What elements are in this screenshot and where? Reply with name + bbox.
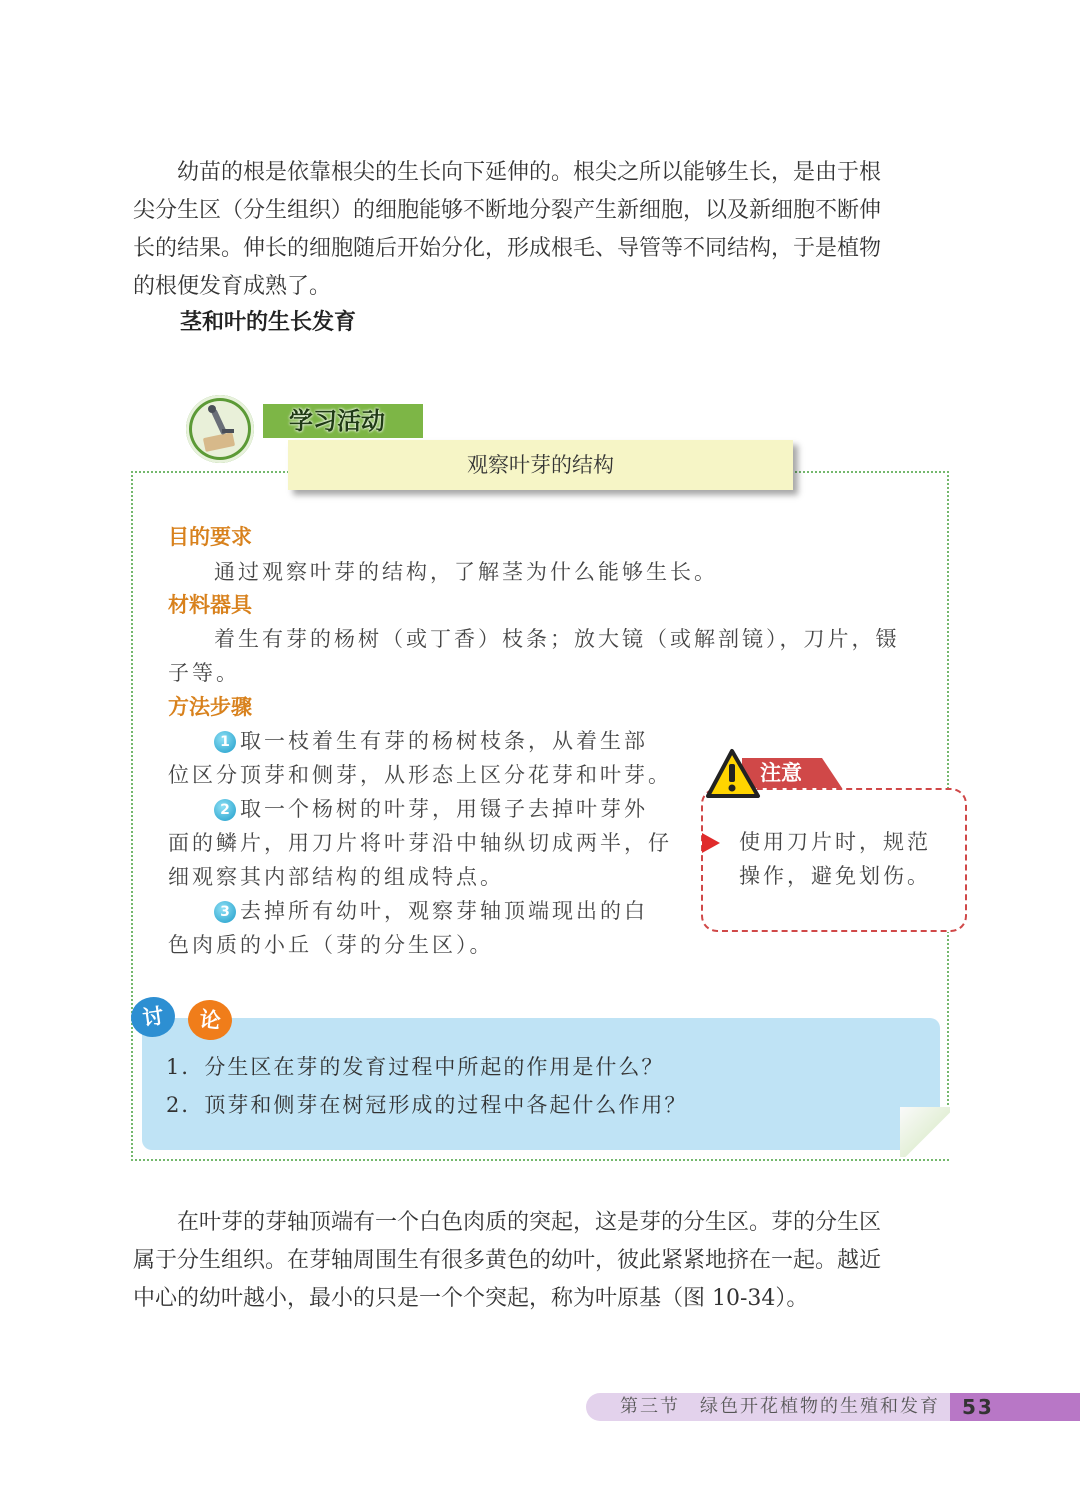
page-fold-corner [900,1107,950,1157]
step-number-badge: 3 [214,901,236,923]
activity-title: 观察叶芽的结构 [288,440,793,490]
step-line: 3 去掉所有幼叶，观察芽轴顶端现出的白 [168,894,672,928]
text-line: 使用刀片时，规范 [739,830,931,854]
step-line: 细观察其内部结构的组成特点。 [168,865,504,889]
materials-label: 材料器具 [168,593,252,617]
step-line: 色肉质的小丘（芽的分生区）。 [168,933,494,957]
step-number-badge: 1 [214,731,236,753]
discussion-question: 1．分生区在芽的发育过程中所起的作用是什么？ [166,1055,665,1079]
materials-text [168,622,900,690]
page-number: 53 [962,1395,994,1419]
paragraph-line: 的根便发育成熟了。 [133,274,332,299]
text-line: 着生有芽的杨树（或丁香）枝条；放大镜（或解剖镜），刀片，镊 [214,627,900,651]
paragraph-line: 属于分生组织。在芽轴周围生有很多黄色的幼叶，彼此紧紧地挤在一起。越近 [133,1248,882,1273]
caution-arrow-icon [702,833,720,853]
section-subheading: 茎和叶的生长发育 [180,310,357,335]
paragraph-line: 尖分生区（分生组织）的细胞能够不断地分裂产生新细胞，以及新细胞不断伸 [133,198,882,223]
paragraph-line: 幼苗的根是依靠根尖的生长向下延伸的。根尖之所以能够生长，是由于根 [177,160,882,185]
microscope-icon [186,395,254,463]
steps-text [168,724,672,962]
closing-paragraph [133,1204,951,1318]
discussion-bubble: 论 [186,998,234,1042]
footer-section-title: 第三节 绿色开花植物的生殖和发育 [620,1396,940,1417]
text-line: 操作，避免划伤。 [739,864,931,888]
purpose-text [168,555,718,589]
discussion-questions [166,1048,687,1124]
discussion-bubble: 讨 [128,994,177,1040]
step-line: 1 取一枝着生有芽的杨树枝条，从着生部 [168,724,672,758]
step-line: 2 取一个杨树的叶芽，用镊子去掉叶芽外 [168,792,672,826]
text-line: 子等。 [168,661,240,685]
caution-text [739,825,931,893]
paragraph-line: 在叶芽的芽轴顶端有一个白色肉质的突起，这是芽的分生区。芽的分生区 [177,1210,882,1235]
steps-label: 方法步骤 [168,695,252,719]
caution-label: 注意 [760,761,802,785]
step-line: 位区分顶芽和侧芽，从形态上区分花芽和叶芽。 [168,763,672,787]
paragraph-line: 中心的幼叶越小，最小的只是一个个突起，称为叶原基（图 10-34）。 [133,1286,809,1311]
text-line: 通过观察叶芽的结构，了解茎为什么能够生长。 [214,560,718,584]
activity-tag: 学习活动 [289,407,385,435]
discussion-question: 2．顶芽和侧芽在树冠形成的过程中各起什么作用？ [166,1093,688,1117]
step-line: 面的鳞片，用刀片将叶芽沿中轴纵切成两半，仔 [168,831,672,855]
purpose-label: 目的要求 [168,525,252,549]
paragraph-line: 长的结果。伸长的细胞随后开始分化，形成根毛、导管等不同结构，于是植物 [133,236,882,261]
step-number-badge: 2 [214,799,236,821]
warning-icon [706,748,762,800]
intro-paragraph [133,154,951,306]
